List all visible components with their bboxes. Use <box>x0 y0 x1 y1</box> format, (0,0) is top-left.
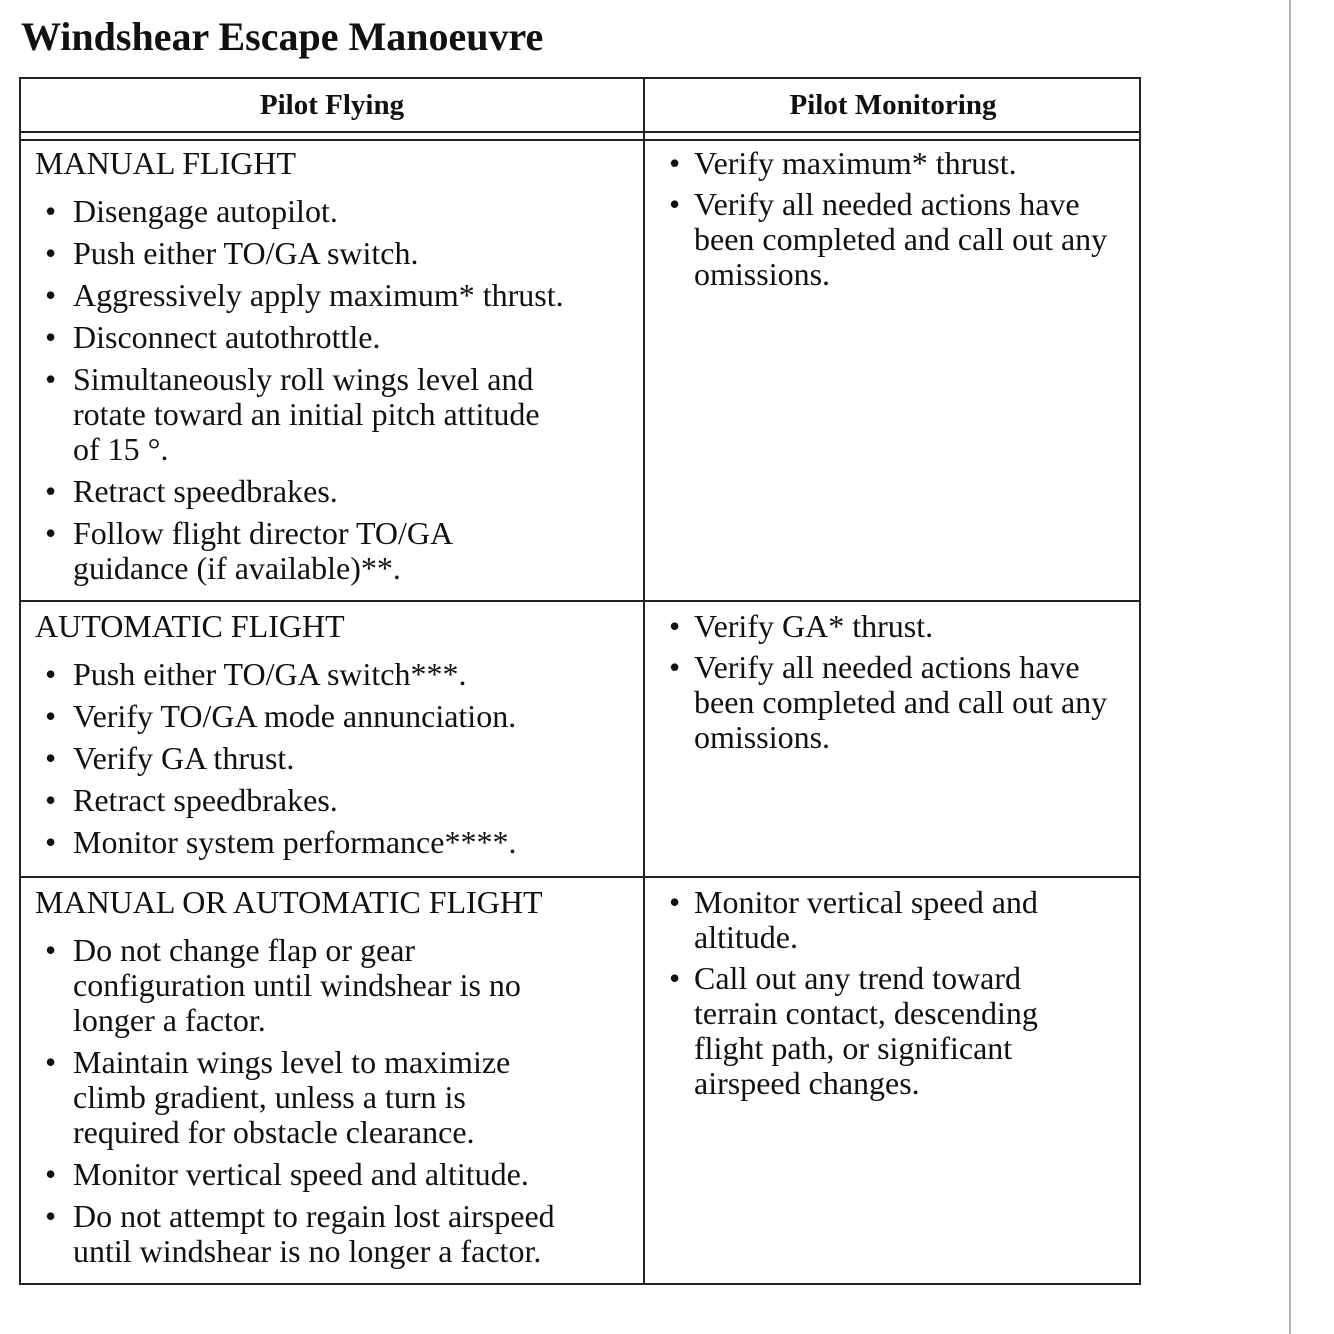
row-automatic-flight-pilot-flying <box>35 609 635 867</box>
row-divider <box>21 600 1139 602</box>
header-double-rule-bottom <box>21 139 1139 141</box>
list-item: • Follow flight director TO/GA guidance (if available)**. <box>35 516 493 586</box>
list-item: • Disconnect autothrottle. <box>35 320 635 355</box>
column-divider <box>643 79 645 1283</box>
list-item: • Verify GA* thrust. <box>669 609 1119 644</box>
list-item: • Call out any trend toward terrain contact, descending flight path, or significant airspeed changes. <box>669 961 1094 1101</box>
row-manual-flight-pilot-flying <box>35 146 635 593</box>
header-pilot-monitoring: Pilot Monitoring <box>789 89 997 121</box>
page-title: Windshear Escape Manoeuvre <box>21 14 544 59</box>
list-item: • Do not change flap or gear configuration until windshear is no longer a factor. <box>35 933 573 1038</box>
list-item: • Aggressively apply maximum* thrust. <box>35 278 635 313</box>
list-item: • Do not attempt to regain lost airspeed until windshear is no longer a factor. <box>35 1199 618 1269</box>
list-item: • Verify GA thrust. <box>35 741 635 776</box>
row-manual-or-automatic-pilot-monitoring <box>669 885 1119 1107</box>
list-item: • Push either TO/GA switch***. <box>35 657 635 692</box>
list-item: • Push either TO/GA switch. <box>35 236 635 271</box>
list-item: • Retract speedbrakes. <box>35 783 635 818</box>
list-item: • Disengage autopilot. <box>35 194 635 229</box>
row-manual-flight-pilot-monitoring <box>669 146 1119 298</box>
row-automatic-flight-pilot-monitoring <box>669 609 1119 761</box>
section-heading: AUTOMATIC FLIGHT <box>35 608 345 644</box>
list-item: • Monitor vertical speed and altitude. <box>669 885 1074 955</box>
pilot-monitoring-list <box>669 885 1119 1101</box>
list-item: • Maintain wings level to maximize climb gradient, unless a turn is required for obstacle clearance. <box>35 1045 548 1150</box>
header-double-rule-top <box>21 131 1139 133</box>
pilot-monitoring-list <box>669 609 1119 755</box>
list-item: • Verify all needed actions have been completed and call out any omissions. <box>669 187 1119 292</box>
pilot-monitoring-list <box>669 146 1119 292</box>
section-heading: MANUAL OR AUTOMATIC FLIGHT <box>35 884 543 920</box>
list-item: • Monitor system performance****. <box>35 825 635 860</box>
list-item: • Simultaneously roll wings level and rotate toward an initial pitch attitude of 15 °. <box>35 362 543 467</box>
row-manual-or-automatic-pilot-flying <box>35 885 635 1276</box>
pilot-flying-list <box>35 657 635 860</box>
table-header <box>21 79 1139 131</box>
procedure-table <box>19 77 1141 1285</box>
row-divider <box>21 876 1139 878</box>
list-item: • Verify maximum* thrust. <box>669 146 1119 181</box>
pilot-flying-list <box>35 194 635 586</box>
list-item: • Monitor vertical speed and altitude. <box>35 1157 635 1192</box>
header-pilot-flying: Pilot Flying <box>259 89 405 121</box>
list-item: • Retract speedbrakes. <box>35 474 635 509</box>
list-item: • Verify TO/GA mode annunciation. <box>35 699 635 734</box>
pilot-flying-list <box>35 933 635 1269</box>
page-edge-rule <box>1289 0 1291 1334</box>
list-item: • Verify all needed actions have been completed and call out any omissions. <box>669 650 1119 755</box>
section-heading: MANUAL FLIGHT <box>35 145 297 181</box>
